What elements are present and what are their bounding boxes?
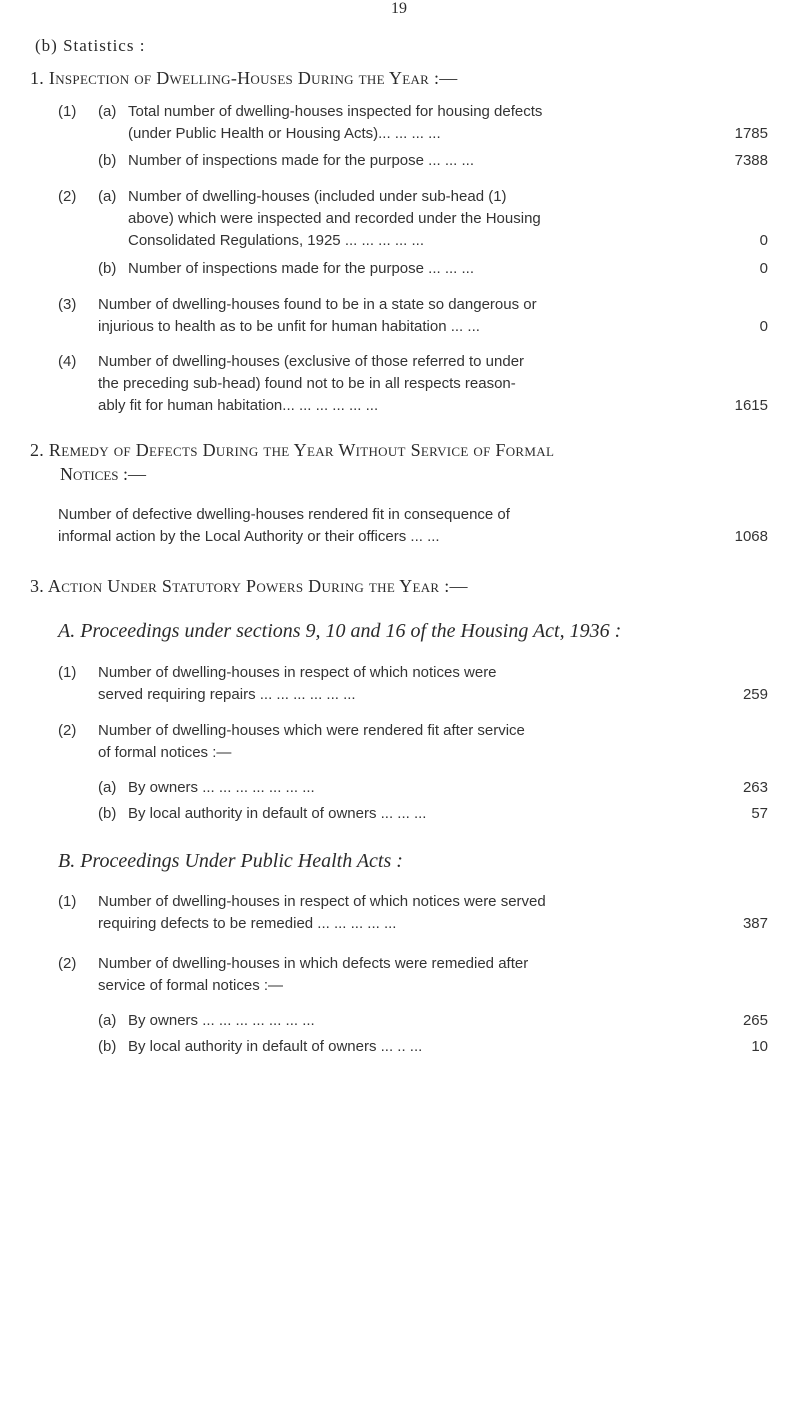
s3b-item2b: (b) By local authority in default of owners ... .. ... [98, 1038, 423, 1055]
s3b-item1-line2: requiring defects to be remedied ... ... ... ... ... [98, 915, 397, 932]
s1-item1a-line2: (under Public Health or Housing Acts)... ... ... ... [128, 125, 441, 142]
page-number: 19 [391, 0, 407, 17]
s1-item4-value: 1615 [734, 397, 768, 414]
s3b-item2a: (a) By owners ... ... ... ... ... ... ... [98, 1012, 315, 1029]
s3a-item1-line1: (1) Number of dwelling-houses in respect of which notices were [58, 664, 497, 681]
statistics-heading: (b) Statistics : [35, 36, 146, 55]
s3a-item2a: (a) By owners ... ... ... ... ... ... ... [98, 779, 315, 796]
s1-item2b-value: 0 [759, 260, 768, 277]
s1-item2a-value: 0 [759, 232, 768, 249]
s3a-item2b-value: 57 [751, 805, 768, 822]
s1-item2a-line1: (2) (a) Number of dwelling-houses (included under sub-head (1) [58, 188, 507, 205]
s3a-item2a-value: 263 [742, 779, 768, 796]
s1-item2a-line2: above) which were inspected and recorded under the Housing [128, 210, 541, 227]
s1-item3-line1: (3) Number of dwelling-houses found to be in a state so dangerous or [58, 296, 537, 313]
s3b-item1-value: 387 [742, 915, 768, 932]
s3a-item1-line2: served requiring repairs ... ... ... ... ... ... [98, 686, 356, 703]
s1-item1a-value: 1785 [734, 125, 768, 142]
section2-title-cont: Notices :— [60, 464, 146, 484]
section1-title: 1. Inspection of Dwelling-Houses During the Year :— [30, 68, 458, 88]
s1-item1a-line1: (1) (a) Total number of dwelling-houses inspected for housing defects [58, 103, 543, 120]
s3a-item2b: (b) By local authority in default of owners ... ... ... [98, 805, 427, 822]
s3b-item1-line1: (1) Number of dwelling-houses in respect of which notices were served [58, 893, 546, 910]
section3-title: 3. Action Under Statutory Powers During the Year :— [30, 576, 468, 596]
s2-line1: Number of defective dwelling-houses rendered fit in consequence of [58, 506, 510, 523]
s3b-item2a-value: 265 [742, 1012, 768, 1029]
s1-item3-line2: injurious to health as to be unfit for human habitation ... ... [98, 318, 480, 335]
s2-value: 1068 [734, 528, 768, 545]
s3a-title: A. Proceedings under sections 9, 10 and 16 of the Housing Act, 1936 : [58, 620, 622, 642]
s1-item4-line2: the preceding sub-head) found not to be in all respects reason- [98, 375, 516, 392]
s3a-item2-line2: of formal notices :— [98, 744, 232, 761]
s1-item2b-line1: (b) Number of inspections made for the purpose ... ... ... [98, 260, 475, 277]
s1-item1b-line1: (b) Number of inspections made for the purpose ... ... ... [98, 152, 475, 169]
s3a-item1-value: 259 [742, 686, 768, 703]
s1-item4-line3: ably fit for human habitation... ... ... ... ... ... [98, 397, 379, 414]
s3b-item2-line2: service of formal notices :— [98, 977, 284, 994]
s1-item3-value: 0 [759, 318, 768, 335]
s1-item1b-value: 7388 [734, 152, 768, 169]
s1-item2a-line3: Consolidated Regulations, 1925 ... ... ... ... ... [128, 232, 425, 249]
s2-line2: informal action by the Local Authority or their officers ... ... [58, 528, 440, 545]
s3b-item2b-value: 10 [751, 1038, 768, 1055]
s1-item4-line1: (4) Number of dwelling-houses (exclusive of those referred to under [58, 353, 525, 370]
section2-title: 2. Remedy of Defects During the Year Without Service of Formal [30, 440, 555, 460]
s3a-item2-line1: (2) Number of dwelling-houses which were rendered fit after service [58, 722, 525, 739]
s3b-title: B. Proceedings Under Public Health Acts : [58, 850, 403, 872]
s3b-item2-line1: (2) Number of dwelling-houses in which defects were remedied after [58, 955, 529, 972]
